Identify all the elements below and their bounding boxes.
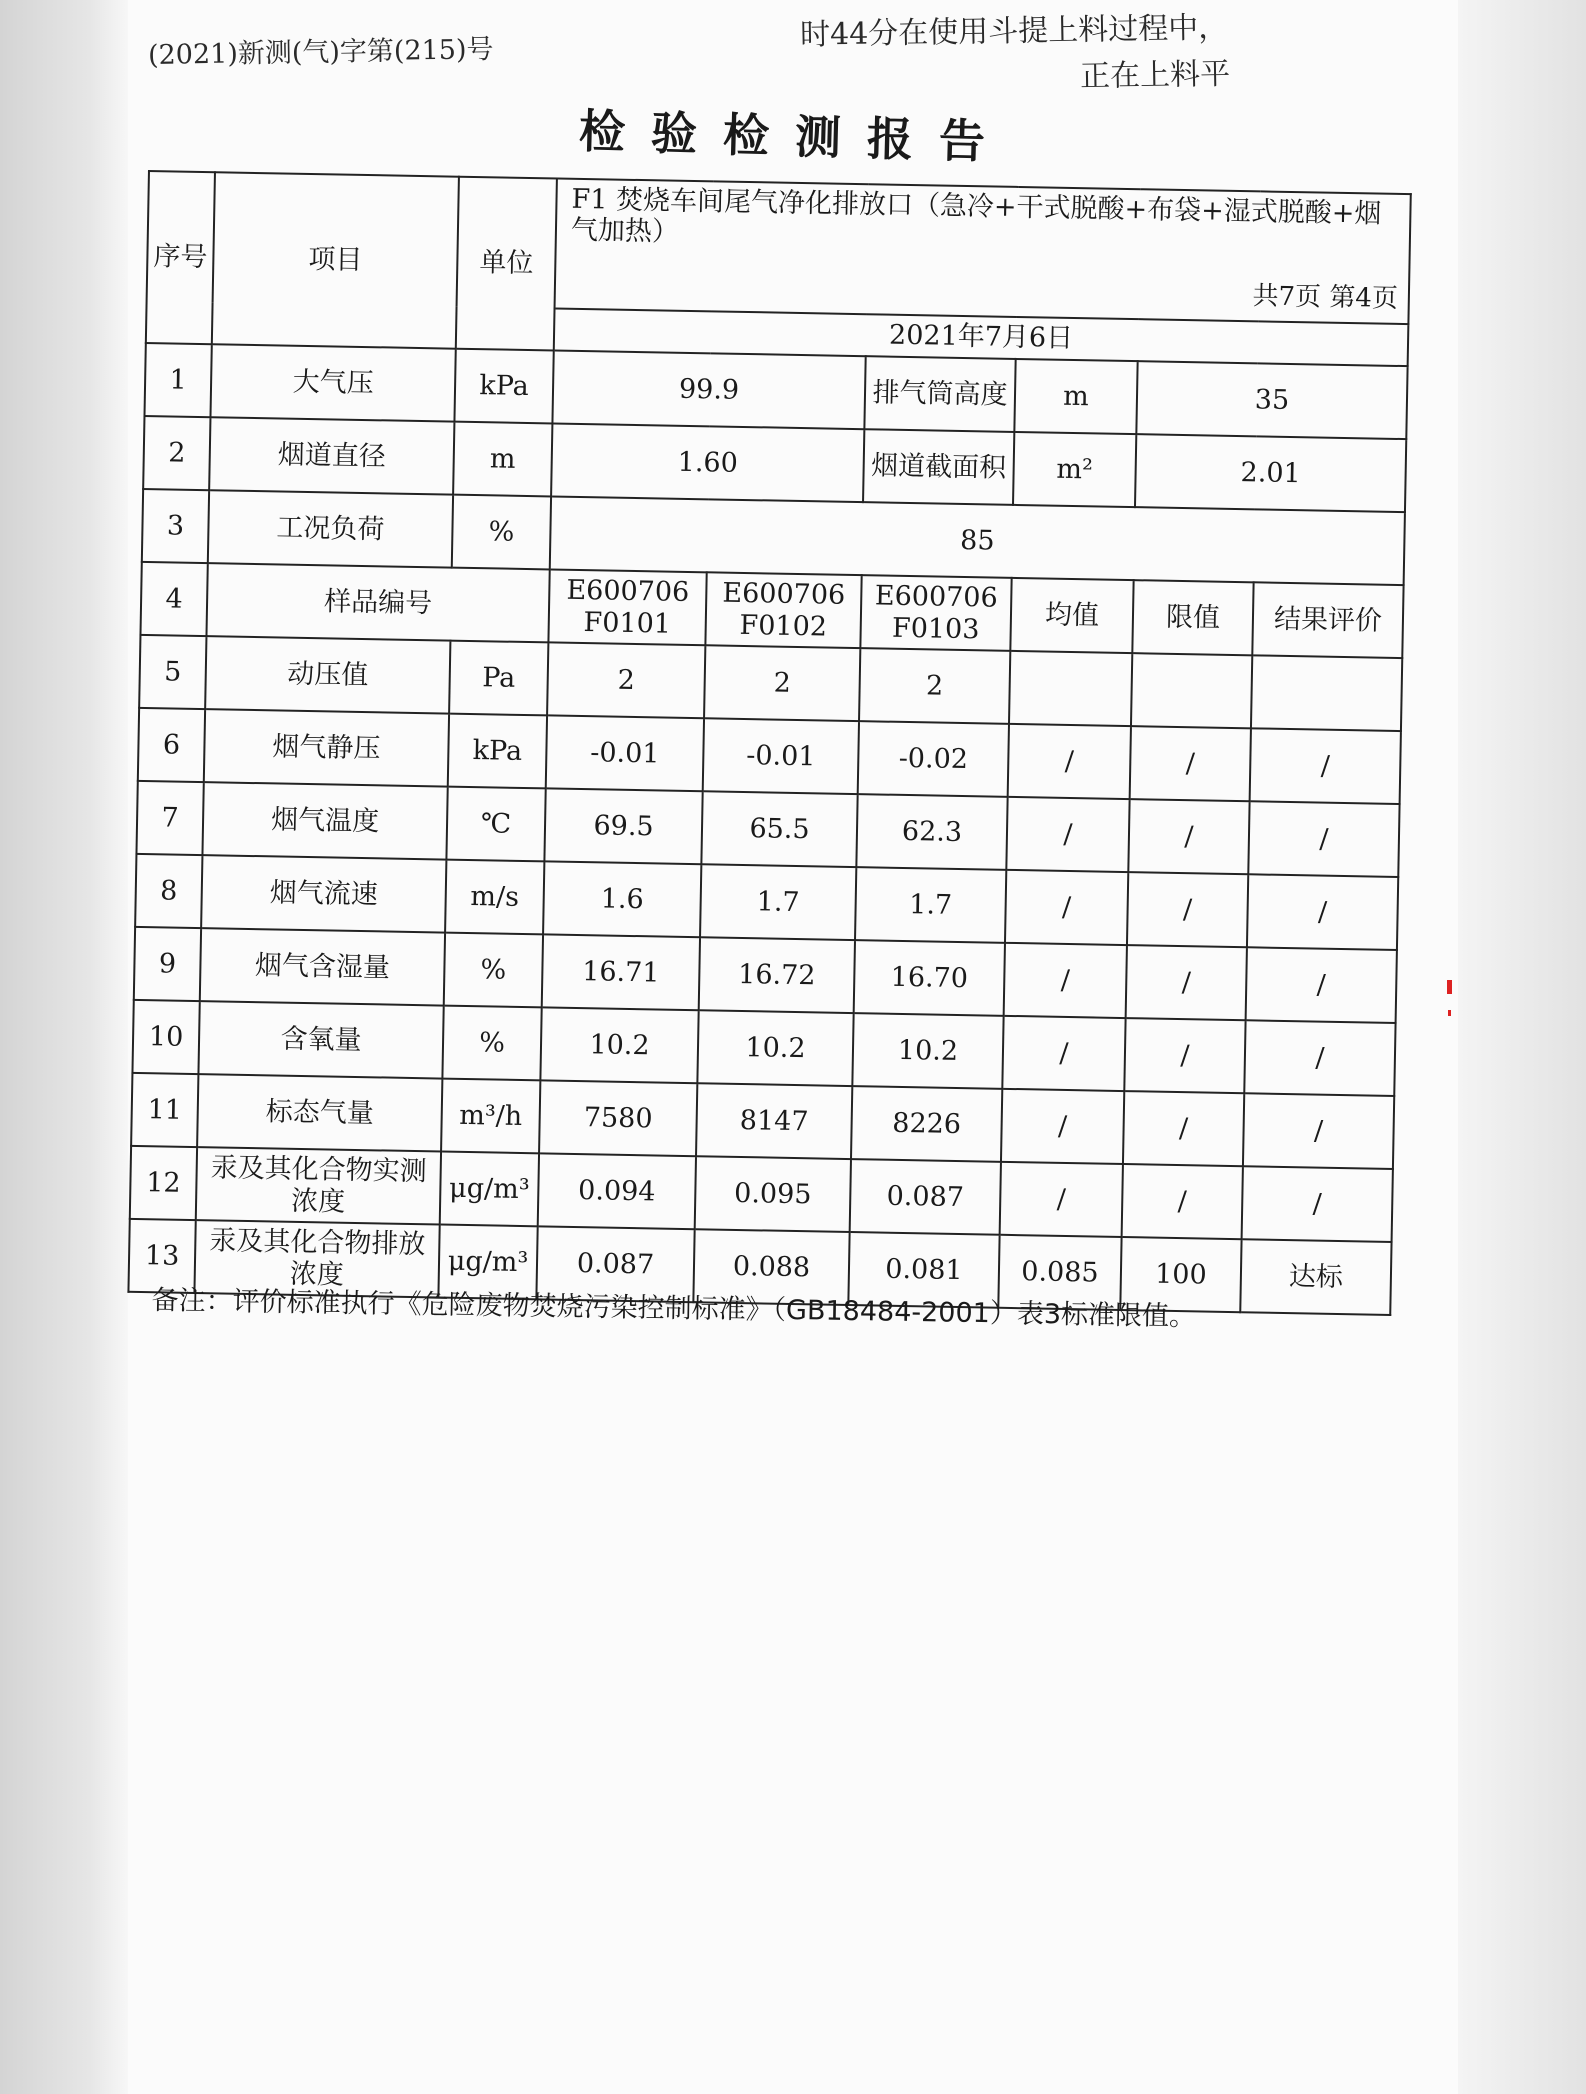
sampling-site-cell bbox=[555, 178, 1411, 324]
report-title: 检验检测报告 bbox=[578, 103, 1012, 170]
seq-cell: 8 bbox=[135, 854, 202, 928]
sample-value: 10.2 bbox=[697, 1010, 853, 1086]
mean-cell: / bbox=[1002, 1016, 1125, 1091]
item-name: 工况负荷 bbox=[208, 490, 453, 567]
mean-cell: / bbox=[1000, 1162, 1123, 1237]
sample-value: 16.72 bbox=[699, 937, 855, 1013]
side-value: 2.01 bbox=[1135, 434, 1406, 512]
result-cell: / bbox=[1250, 728, 1401, 804]
sample-value: 8147 bbox=[696, 1083, 852, 1159]
mean-cell: 0.085 bbox=[998, 1235, 1121, 1310]
unit-cell: % bbox=[442, 1006, 541, 1081]
result-cell: 达标 bbox=[1240, 1239, 1391, 1315]
sample-value: 7580 bbox=[539, 1080, 697, 1156]
result-cell: / bbox=[1242, 1166, 1393, 1242]
results-table bbox=[127, 170, 1411, 1316]
bleed-through-text-2: 正在上料平 bbox=[1079, 56, 1231, 95]
sample-value: 1.6 bbox=[543, 861, 701, 937]
red-mark bbox=[1447, 980, 1452, 994]
item-name: 动压值 bbox=[205, 636, 450, 713]
mean-cell: / bbox=[1006, 797, 1129, 872]
unit-cell: ℃ bbox=[446, 787, 545, 862]
seq-cell: 4 bbox=[140, 562, 207, 636]
sample-value: 2 bbox=[547, 642, 705, 718]
side-label: 排气筒高度 bbox=[864, 356, 1015, 432]
sample-value: 0.087 bbox=[850, 1159, 1001, 1235]
side-value: 35 bbox=[1136, 361, 1407, 439]
unit-cell: kPa bbox=[454, 349, 553, 424]
header-seq: 序号 bbox=[146, 171, 215, 344]
item-name: 烟气温度 bbox=[202, 782, 447, 859]
seq-cell: 13 bbox=[128, 1219, 195, 1293]
side-unit: m² bbox=[1013, 432, 1136, 507]
sample-value: 0.088 bbox=[693, 1229, 849, 1305]
item-name: 烟气含湿量 bbox=[200, 928, 445, 1005]
seq-cell: 11 bbox=[131, 1073, 198, 1147]
limit-cell: / bbox=[1127, 872, 1248, 947]
seq-cell: 2 bbox=[143, 416, 210, 490]
item-name: 烟气流速 bbox=[201, 855, 446, 932]
measurement-rows bbox=[128, 635, 1402, 1315]
header-item: 项目 bbox=[212, 172, 459, 348]
seq-cell: 7 bbox=[136, 781, 203, 855]
sample-value: 16.71 bbox=[542, 934, 700, 1010]
value-cell: 1.60 bbox=[551, 423, 864, 502]
mean-cell: / bbox=[1008, 724, 1131, 799]
value-cell: 85 bbox=[550, 496, 1405, 585]
sample-value: 0.081 bbox=[848, 1232, 999, 1308]
header-limit: 限值 bbox=[1132, 580, 1253, 655]
sample-value: 62.3 bbox=[856, 794, 1007, 870]
side-unit: m bbox=[1014, 359, 1137, 434]
header-mean: 均值 bbox=[1010, 578, 1133, 653]
header-row bbox=[147, 171, 1411, 324]
unit-cell: % bbox=[452, 495, 551, 570]
limit-cell: / bbox=[1123, 1091, 1244, 1166]
limit-cell: / bbox=[1128, 799, 1249, 874]
limit-cell: / bbox=[1122, 1164, 1243, 1239]
sampling-date: 2021年7月6日 bbox=[554, 308, 1409, 366]
sample-value: 1.7 bbox=[855, 867, 1006, 943]
result-cell bbox=[1251, 655, 1402, 731]
page-info: 共7页 第4页 bbox=[1252, 281, 1399, 315]
seq-cell: 6 bbox=[138, 708, 205, 782]
sample-value: 10.2 bbox=[852, 1013, 1003, 1089]
result-cell: / bbox=[1248, 801, 1399, 877]
result-cell: / bbox=[1243, 1093, 1394, 1169]
limit-cell: 100 bbox=[1120, 1237, 1241, 1312]
sample-id: E600706 F0102 bbox=[705, 572, 861, 648]
unit-cell: % bbox=[444, 933, 543, 1008]
seq-cell: 10 bbox=[132, 1000, 199, 1074]
result-cell: / bbox=[1244, 1020, 1395, 1096]
footnote: 备注：评价标准执行《危险废物焚烧污染控制标准》（GB18484-2001）表3标准限值。 bbox=[151, 1284, 1197, 1333]
unit-cell: kPa bbox=[448, 714, 547, 789]
limit-cell: / bbox=[1126, 945, 1247, 1020]
sample-value: 0.095 bbox=[695, 1156, 851, 1232]
result-cell: / bbox=[1247, 874, 1398, 950]
sample-value: 2 bbox=[859, 648, 1010, 724]
item-name: 烟气静压 bbox=[204, 709, 449, 786]
sample-value: 0.094 bbox=[538, 1153, 696, 1229]
scan-left-shadow bbox=[0, 0, 128, 2094]
mean-cell: / bbox=[1001, 1089, 1124, 1164]
item-name: 大气压 bbox=[210, 344, 455, 421]
seq-cell: 3 bbox=[142, 489, 209, 563]
scan-right-background bbox=[1458, 0, 1586, 2094]
unit-cell: Pa bbox=[449, 641, 548, 716]
sample-value: 10.2 bbox=[540, 1007, 698, 1083]
sample-value: 8226 bbox=[851, 1086, 1002, 1162]
side-label: 烟道截面积 bbox=[863, 429, 1014, 505]
sample-value: -0.02 bbox=[858, 721, 1009, 797]
header-unit: 单位 bbox=[456, 177, 557, 351]
header-result: 结果评价 bbox=[1252, 582, 1403, 658]
seq-cell: 1 bbox=[144, 343, 211, 417]
sample-value: 1.7 bbox=[700, 864, 856, 940]
item-name: 烟道直径 bbox=[209, 417, 454, 494]
unit-cell: μg/m³ bbox=[440, 1152, 539, 1227]
mean-cell: / bbox=[1005, 870, 1128, 945]
sample-value: 16.70 bbox=[854, 940, 1005, 1016]
document-number: (2021)新测(气)字第(215)号 bbox=[147, 33, 494, 72]
limit-cell: / bbox=[1124, 1018, 1245, 1093]
bleed-through-text-1: 时44分在使用斗提上料过程中， bbox=[799, 10, 1229, 53]
sample-id: E600706 F0101 bbox=[548, 569, 706, 645]
limit-cell: / bbox=[1130, 726, 1251, 801]
item-name: 汞及其化合物排放浓度 bbox=[194, 1220, 439, 1297]
item-name: 含氧量 bbox=[198, 1001, 443, 1078]
unit-cell: m bbox=[453, 422, 552, 497]
report-sheet bbox=[126, 170, 1409, 1373]
sample-value: 2 bbox=[704, 645, 860, 721]
unit-cell: μg/m³ bbox=[438, 1225, 537, 1300]
item-name: 汞及其化合物实测浓度 bbox=[196, 1147, 441, 1224]
seq-cell: 12 bbox=[130, 1146, 197, 1220]
value-cell: 99.9 bbox=[552, 350, 865, 429]
sampling-site: F1 焚烧车间尾气净化排放口（急冷+干式脱酸+布袋+湿式脱酸+烟气加热） bbox=[570, 183, 1382, 248]
sample-label: 样品编号 bbox=[206, 563, 549, 642]
red-mark bbox=[1448, 1010, 1451, 1016]
sample-value: 65.5 bbox=[701, 791, 857, 867]
sample-value: 0.087 bbox=[536, 1226, 694, 1302]
mean-cell: / bbox=[1004, 943, 1127, 1018]
mean-cell bbox=[1009, 651, 1132, 726]
sample-value: 69.5 bbox=[544, 788, 702, 864]
seq-cell: 5 bbox=[139, 635, 206, 709]
unit-cell: m³/h bbox=[441, 1079, 540, 1154]
item-name: 标态气量 bbox=[197, 1074, 442, 1151]
unit-cell: m/s bbox=[445, 860, 544, 935]
result-cell: / bbox=[1246, 947, 1397, 1023]
seq-cell: 9 bbox=[134, 927, 201, 1001]
sample-value: -0.01 bbox=[703, 718, 859, 794]
limit-cell bbox=[1131, 653, 1252, 728]
sample-id: E600706 F0103 bbox=[860, 575, 1011, 651]
sample-value: -0.01 bbox=[546, 715, 704, 791]
